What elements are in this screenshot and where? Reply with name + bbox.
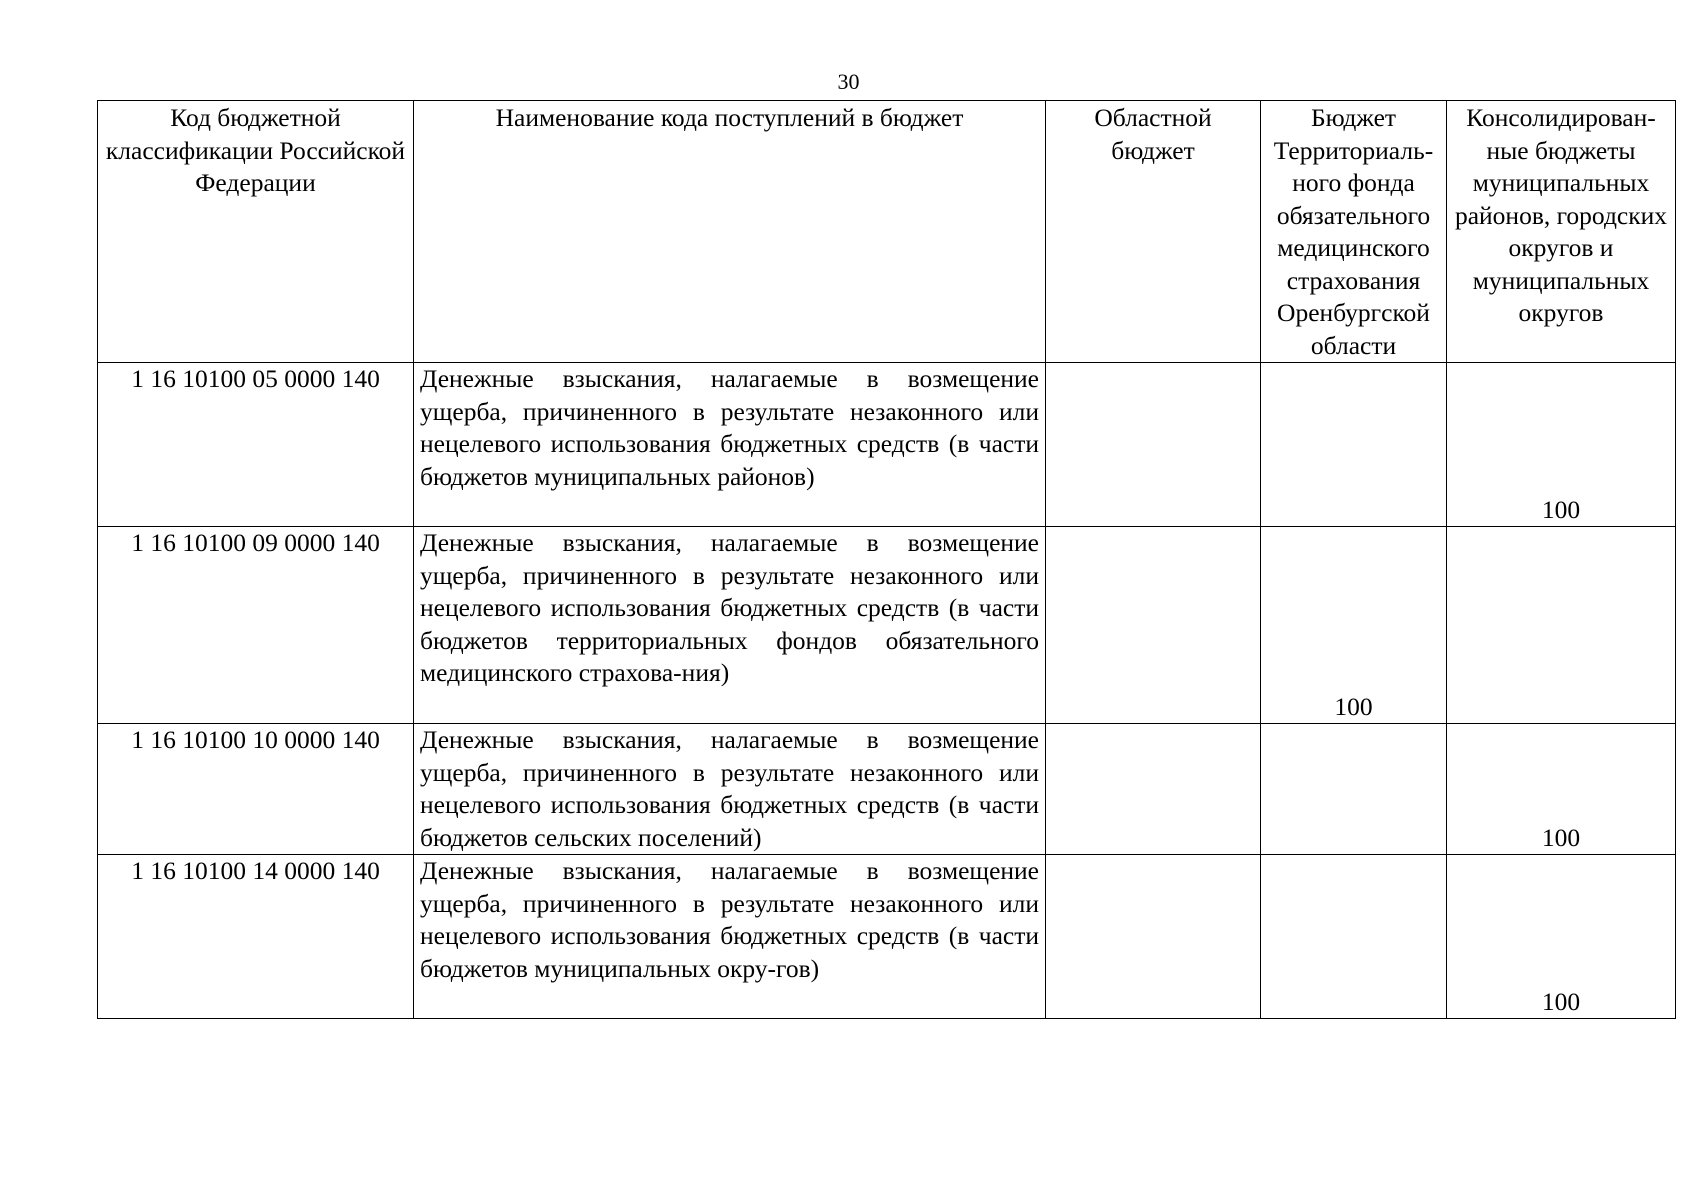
municipal-value: 100	[1541, 822, 1581, 852]
header-code: Код бюджетной классификации Российской Федерации	[98, 101, 414, 363]
header-regional-budget: Областной бюджет	[1046, 101, 1261, 363]
row-municipal-value	[1447, 855, 1676, 1019]
row-regional-value	[1046, 724, 1261, 855]
row-tfoms-value	[1261, 855, 1447, 1019]
row-name: Денежные взыскания, налагаемые в возмещение ущерба, причиненного в результате незаконного или нецелевого использования бюджетных средств (в части бюджетов сельских поселений)	[414, 724, 1046, 855]
table-row	[98, 363, 1676, 527]
header-name: Наименование кода поступлений в бюджет	[414, 101, 1046, 363]
row-municipal-value	[1447, 527, 1676, 724]
budget-revenue-table	[97, 100, 1676, 1019]
page-number: 30	[837, 69, 860, 94]
row-regional-value	[1046, 855, 1261, 1019]
row-name: Денежные взыскания, налагаемые в возмещение ущерба, причиненного в результате незаконного или нецелевого использования бюджетных средств (в части бюджетов муниципальных районов)	[414, 363, 1046, 527]
municipal-value: 100	[1541, 494, 1581, 524]
header-tfoms-budget: Бюджет Территориаль-ного фонда обязательного медицинского страхования Оренбургской области	[1261, 101, 1447, 363]
row-code: 1 16 10100 05 0000 140	[98, 363, 414, 527]
municipal-value: 100	[1541, 986, 1581, 1016]
row-name: Денежные взыскания, налагаемые в возмещение ущерба, причиненного в результате незаконного или нецелевого использования бюджетных средств (в части бюджетов территориальных фондов обязательного медицинского страхова-ния)	[414, 527, 1046, 724]
row-code: 1 16 10100 09 0000 140	[98, 527, 414, 724]
table-row	[98, 855, 1676, 1019]
tfoms-value: 100	[1334, 691, 1373, 721]
row-regional-value	[1046, 527, 1261, 724]
row-municipal-value	[1447, 724, 1676, 855]
row-tfoms-value	[1261, 527, 1447, 724]
row-code: 1 16 10100 14 0000 140	[98, 855, 414, 1019]
table-row	[98, 724, 1676, 855]
row-regional-value	[1046, 363, 1261, 527]
table-row	[98, 527, 1676, 724]
row-tfoms-value	[1261, 363, 1447, 527]
row-code: 1 16 10100 10 0000 140	[98, 724, 414, 855]
row-tfoms-value	[1261, 724, 1447, 855]
row-municipal-value	[1447, 363, 1676, 527]
table-header-row	[98, 101, 1676, 363]
row-name: Денежные взыскания, налагаемые в возмещение ущерба, причиненного в результате незаконного или нецелевого использования бюджетных средств (в части бюджетов муниципальных окру-гов)	[414, 855, 1046, 1019]
header-municipal-budgets: Консолидирован-ные бюджеты муниципальных районов, городских округов и муниципальных округов	[1447, 101, 1676, 363]
